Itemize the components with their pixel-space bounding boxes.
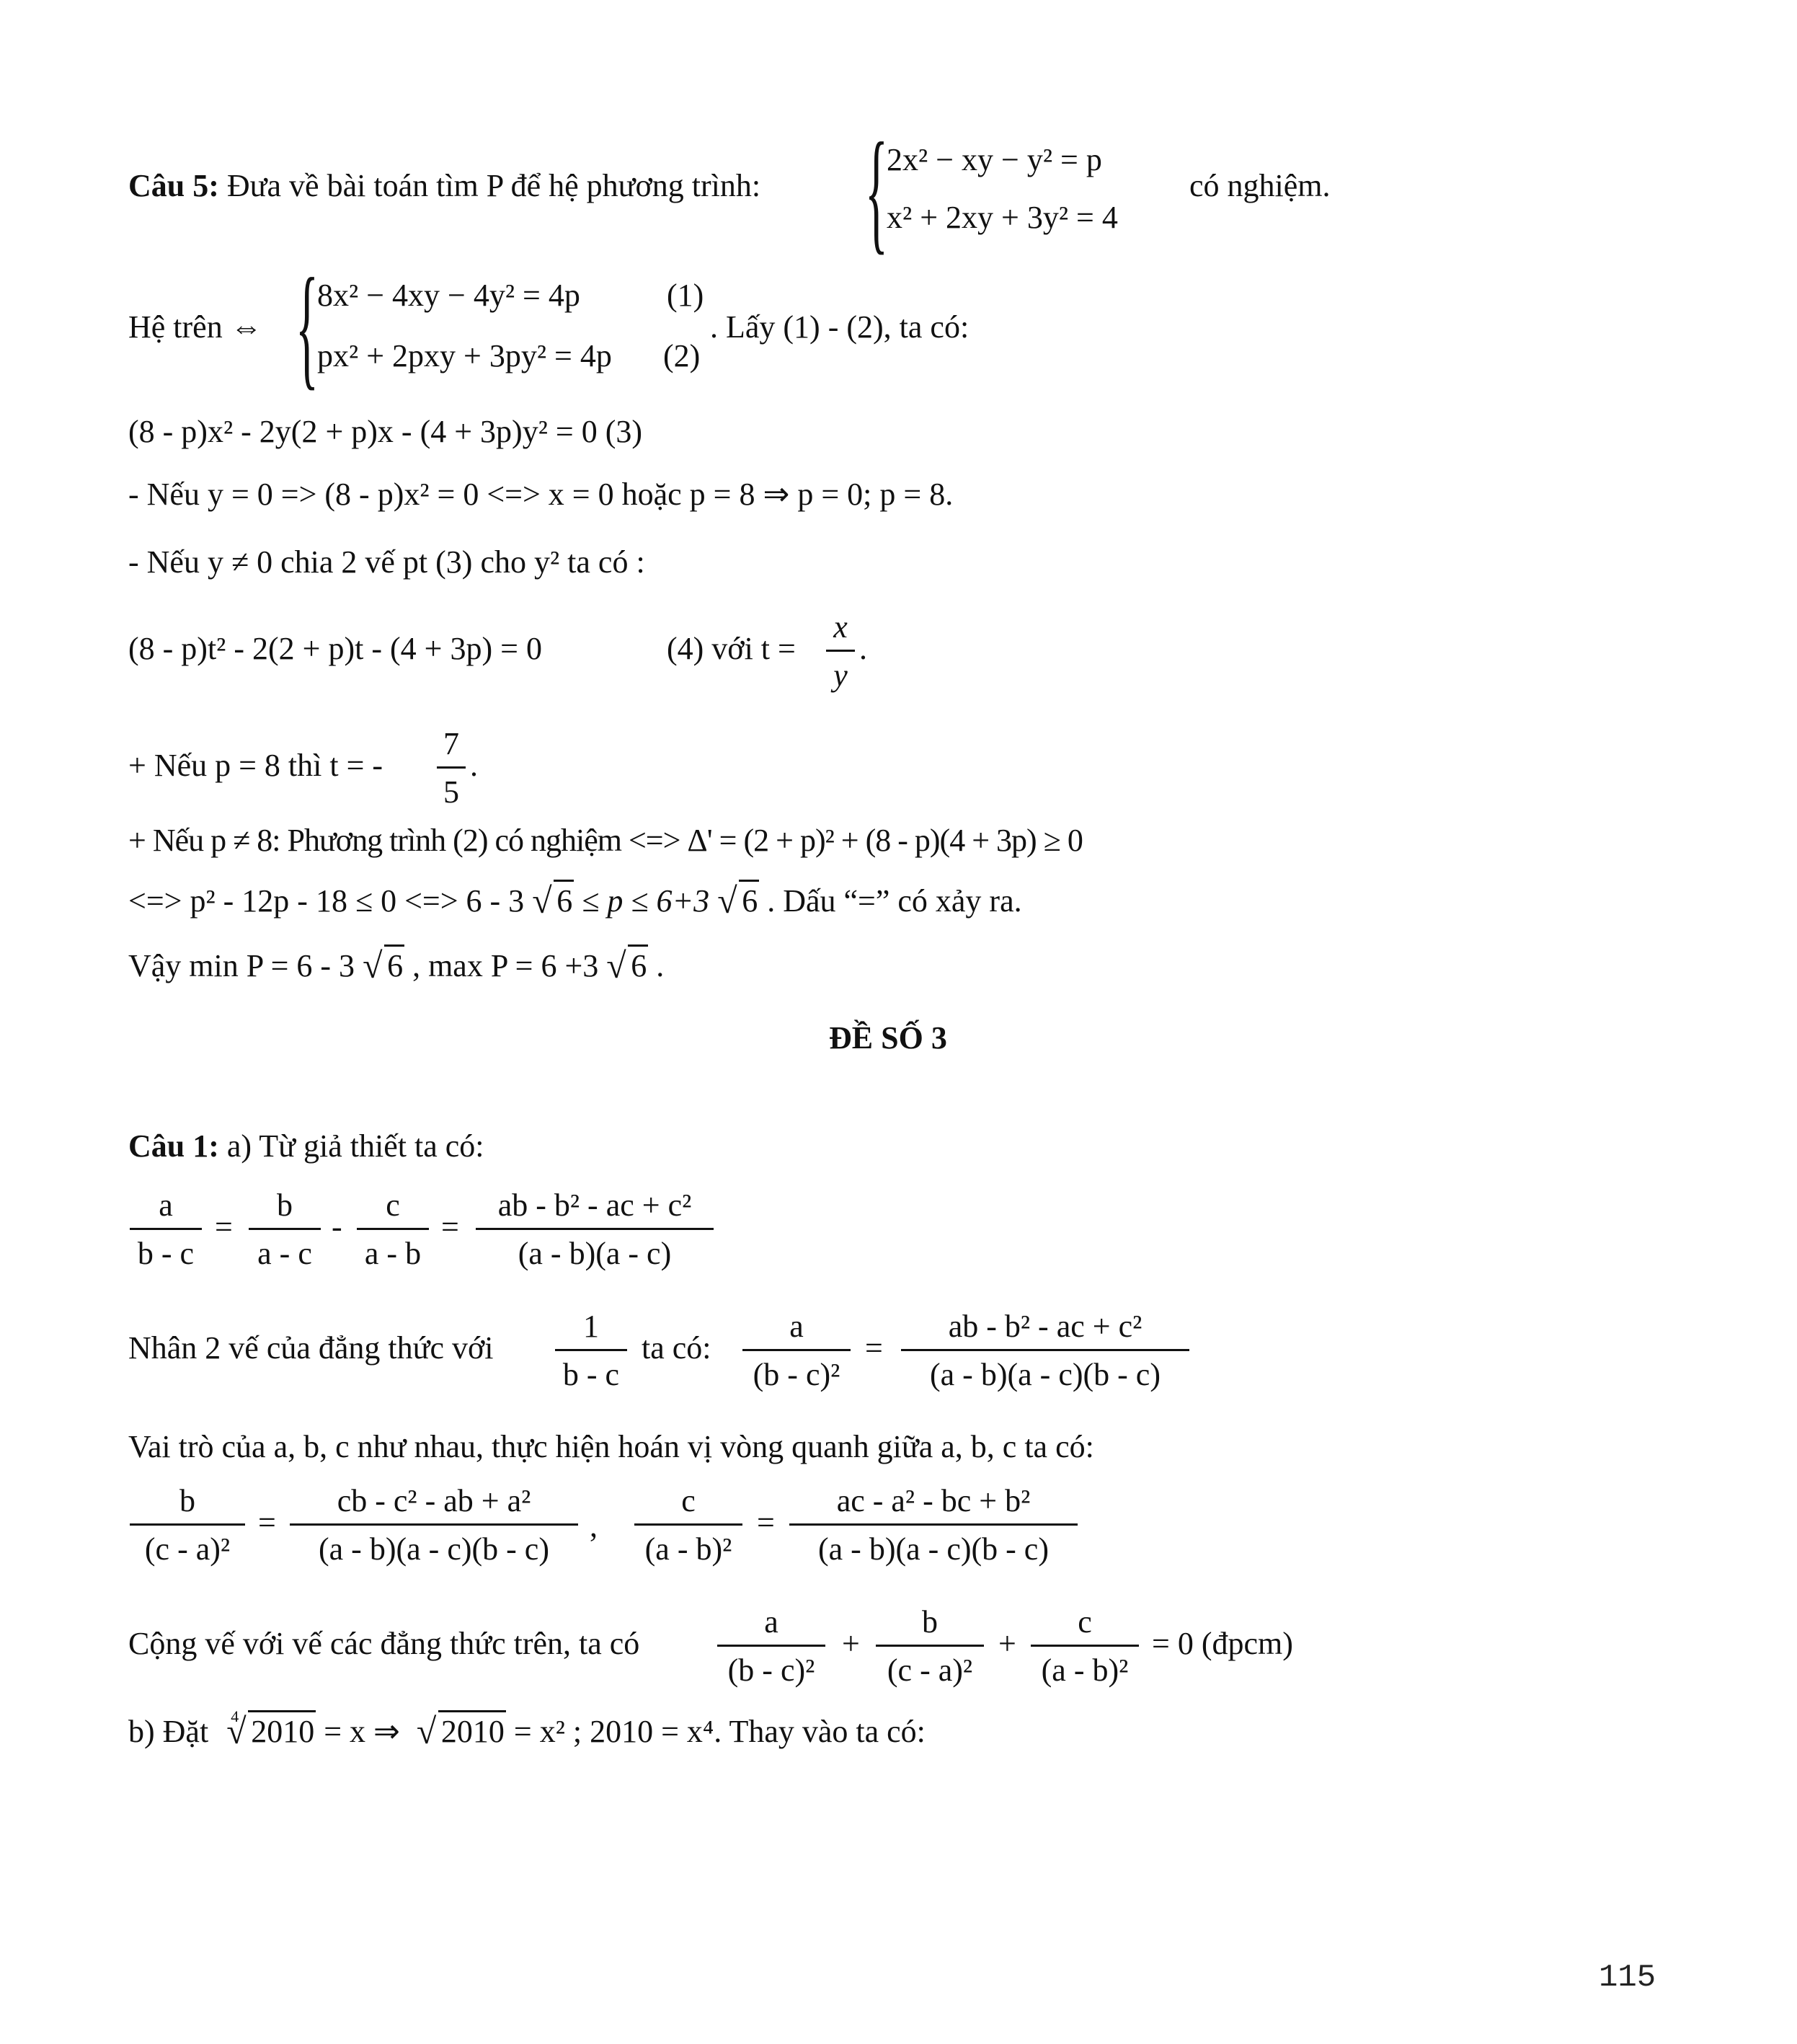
frac-num: cb - c² - ab + a² [337, 1483, 531, 1518]
frac-den: (b - c)² [753, 1357, 840, 1392]
frac-den: b - c [137, 1236, 195, 1271]
nhan-mid: ta có: [642, 1330, 711, 1366]
cau5-label: Câu 5: [128, 168, 219, 203]
frac-den: (c - a)² [887, 1653, 973, 1688]
frac-bar [437, 766, 466, 769]
frac-bar [130, 1523, 245, 1526]
frac-den: (b - c)² [727, 1653, 815, 1688]
ineq-part-a: <=> p² - 12p - 18 ≤ 0 <=> 6 - 3 [128, 883, 525, 919]
sys1-line1: 2x² − xy − y² = p [887, 142, 1102, 177]
ineq-part-e: . Dấu “=” có xảy ra. [767, 883, 1022, 919]
fraction-a-over-bc [130, 1187, 202, 1271]
sys2-line1-tag: (1) [667, 278, 704, 313]
frac-bar [634, 1523, 742, 1526]
fraction-k1 [717, 1606, 825, 1686]
fraction-h2 [290, 1485, 578, 1565]
equals-sign: = [865, 1330, 883, 1366]
frac-num: a [764, 1604, 778, 1640]
frac-den: b - c [562, 1357, 620, 1392]
fraction-combined [476, 1187, 714, 1271]
period: . [859, 631, 867, 666]
cong-text: Cộng vế với vế các đẳng thức trên, ta có [128, 1626, 640, 1661]
frac-num: c [1078, 1604, 1092, 1640]
vai-tro-text: Vai trò của a, b, c như nhau, thực hiện hoán vị vòng quanh giữa a, b, c ta có: [128, 1429, 1094, 1464]
equation-4-tag: (4) với t = [667, 631, 796, 666]
sys2-line2-tag: (2) [663, 338, 701, 373]
frac-num: b [277, 1187, 293, 1223]
frac-bar [826, 650, 855, 652]
frac-num: 7 [443, 726, 459, 761]
case-p-not-8: + Nếu p ≠ 8: Phương trình (2) có nghiệm <=> Δ' = (2 + p)² + (8 - p)(4 + 3p) ≥ 0 [128, 823, 1083, 858]
plus-sign: + [998, 1626, 1016, 1661]
fraction-k3 [1031, 1606, 1139, 1686]
sys1-line2: x² + 2xy + 3y² = 4 [887, 200, 1118, 235]
minus-sign: - [332, 1209, 342, 1244]
section-title: ĐỀ SỐ 3 [829, 1020, 947, 1056]
part-b-mid: = x ⇒ [324, 1714, 400, 1749]
page-number: 115 [1599, 1960, 1656, 1996]
case-p8-text: + Nếu p = 8 thì t = - [128, 748, 383, 783]
nhan-text: Nhân 2 vế của đẳng thức với [128, 1330, 494, 1366]
cong-tail: = 0 (đpcm) [1152, 1626, 1293, 1661]
frac-den: (a - b)(a - c) [518, 1236, 672, 1271]
equals-sign: = [441, 1209, 459, 1244]
fraction-a-over-bc-sq [742, 1311, 851, 1391]
frac-den: a - c [257, 1236, 312, 1271]
cau5-intro [128, 170, 760, 202]
frac-num: b [179, 1483, 195, 1518]
sqrt-2010: √ 2010 [417, 1716, 506, 1748]
cau5-intro-text: Đưa về bài toán tìm P để hệ phương trình: [226, 168, 761, 203]
sqrt-6-a: √ 6 [532, 885, 574, 917]
frac-den: (a - b)(a - c)(b - c) [930, 1357, 1161, 1392]
he-tren-label: Hệ trên ⇔ [128, 309, 262, 345]
part-b-line [128, 1707, 926, 1749]
frac-bar [555, 1349, 627, 1351]
ineq-part-c: ≤ p ≤ 6+3 [582, 883, 710, 919]
frac-den: 5 [443, 774, 459, 810]
frac-num: b [922, 1604, 938, 1640]
part-b-label: b) Đặt [128, 1714, 209, 1749]
frac-num: 1 [583, 1309, 599, 1344]
frac-num: a [789, 1309, 804, 1344]
frac-num: ac - a² - bc + b² [836, 1483, 1031, 1518]
inequality-line [128, 885, 1022, 917]
equation-4: (8 - p)t² - 2(2 + p)t - (4 + 3p) = 0 [128, 631, 542, 666]
fraction-c-over-ab [357, 1187, 429, 1271]
frac-num: ab - b² - ac + c² [497, 1187, 692, 1223]
frac-bar [742, 1349, 851, 1351]
plus-sign: + [842, 1626, 860, 1661]
fourth-root-2010: √ 4 2010 [226, 1716, 316, 1748]
fraction-rhs [901, 1311, 1189, 1391]
frac-num: x [833, 609, 848, 645]
fraction-7-over-5 [437, 728, 466, 808]
case-y-zero: - Nếu y = 0 => (8 - p)x² = 0 <=> x = 0 hoặc p = 8 ⇒ p = 0; p = 8. [128, 477, 954, 512]
frac-den: y [833, 658, 848, 693]
case-y-nonzero: - Nếu y ≠ 0 chia 2 vế pt (3) cho y² ta có : [128, 544, 645, 580]
frac-bar [130, 1228, 202, 1230]
frac-bar [357, 1228, 429, 1230]
fraction-c-over-ab-sq [634, 1485, 742, 1565]
frac-bar [717, 1645, 825, 1647]
part-b-tail: = x² ; 2010 = x⁴. Thay vào ta có: [513, 1714, 926, 1749]
frac-bar [876, 1645, 984, 1647]
frac-bar [1031, 1645, 1139, 1647]
equals-sign: = [215, 1209, 233, 1244]
frac-den: (c - a)² [144, 1531, 231, 1567]
vay-part-e: . [656, 948, 665, 983]
frac-bar [249, 1228, 321, 1230]
equation-3: (8 - p)x² - 2y(2 + p)x - (4 + 3p)y² = 0 (3) [128, 414, 643, 449]
frac-num: ab - b² - ac + c² [948, 1309, 1142, 1344]
frac-den: (a - b)² [644, 1531, 732, 1567]
fraction-h4 [789, 1485, 1078, 1565]
conclusion-line [128, 950, 664, 982]
sqrt-6-b: √ 6 [717, 885, 759, 917]
fraction-b-over-ca-sq [130, 1485, 245, 1565]
equals-sign: = [258, 1505, 276, 1540]
fraction-1-over-bc [555, 1311, 627, 1391]
fraction-b-over-ac [249, 1187, 321, 1271]
frac-den: a - b [364, 1236, 422, 1271]
brace-1: { [865, 115, 888, 267]
fraction-k2 [876, 1606, 984, 1686]
cau5-intro-tail: có nghiệm. [1189, 168, 1331, 203]
cau1-intro-text: a) Từ giả thiết ta có: [226, 1128, 484, 1164]
equals-sign: = [757, 1505, 775, 1540]
root-index: √ 4 [231, 1707, 239, 1725]
cau1-intro [128, 1128, 484, 1164]
frac-bar [789, 1523, 1078, 1526]
sys2-line1: 8x² − 4xy − 4y² = 4p [317, 278, 580, 313]
sqrt-6-d: √ 6 [606, 950, 648, 982]
brace-2: { [296, 251, 319, 402]
vay-part-c: , max P = 6 +3 [412, 948, 599, 983]
fraction-x-over-y [826, 611, 855, 691]
comma: , [590, 1508, 598, 1544]
frac-num: c [681, 1483, 696, 1518]
frac-bar [476, 1228, 714, 1230]
frac-den: (a - b)(a - c)(b - c) [319, 1531, 549, 1567]
frac-den: (a - b)(a - c)(b - c) [818, 1531, 1049, 1567]
frac-den: (a - b)² [1041, 1653, 1129, 1688]
frac-bar [901, 1349, 1189, 1351]
frac-num: a [159, 1187, 173, 1223]
sys2-tail: . Lấy (1) - (2), ta có: [710, 309, 970, 345]
sqrt-6-c: √ 6 [363, 950, 404, 982]
frac-num: c [386, 1187, 400, 1223]
period: . [470, 748, 478, 783]
sys2-line2: px² + 2pxy + 3py² = 4p [317, 338, 612, 373]
vay-part-a: Vậy min P = 6 - 3 [128, 948, 355, 983]
frac-bar [290, 1523, 578, 1526]
cau1-label: Câu 1: [128, 1128, 219, 1164]
